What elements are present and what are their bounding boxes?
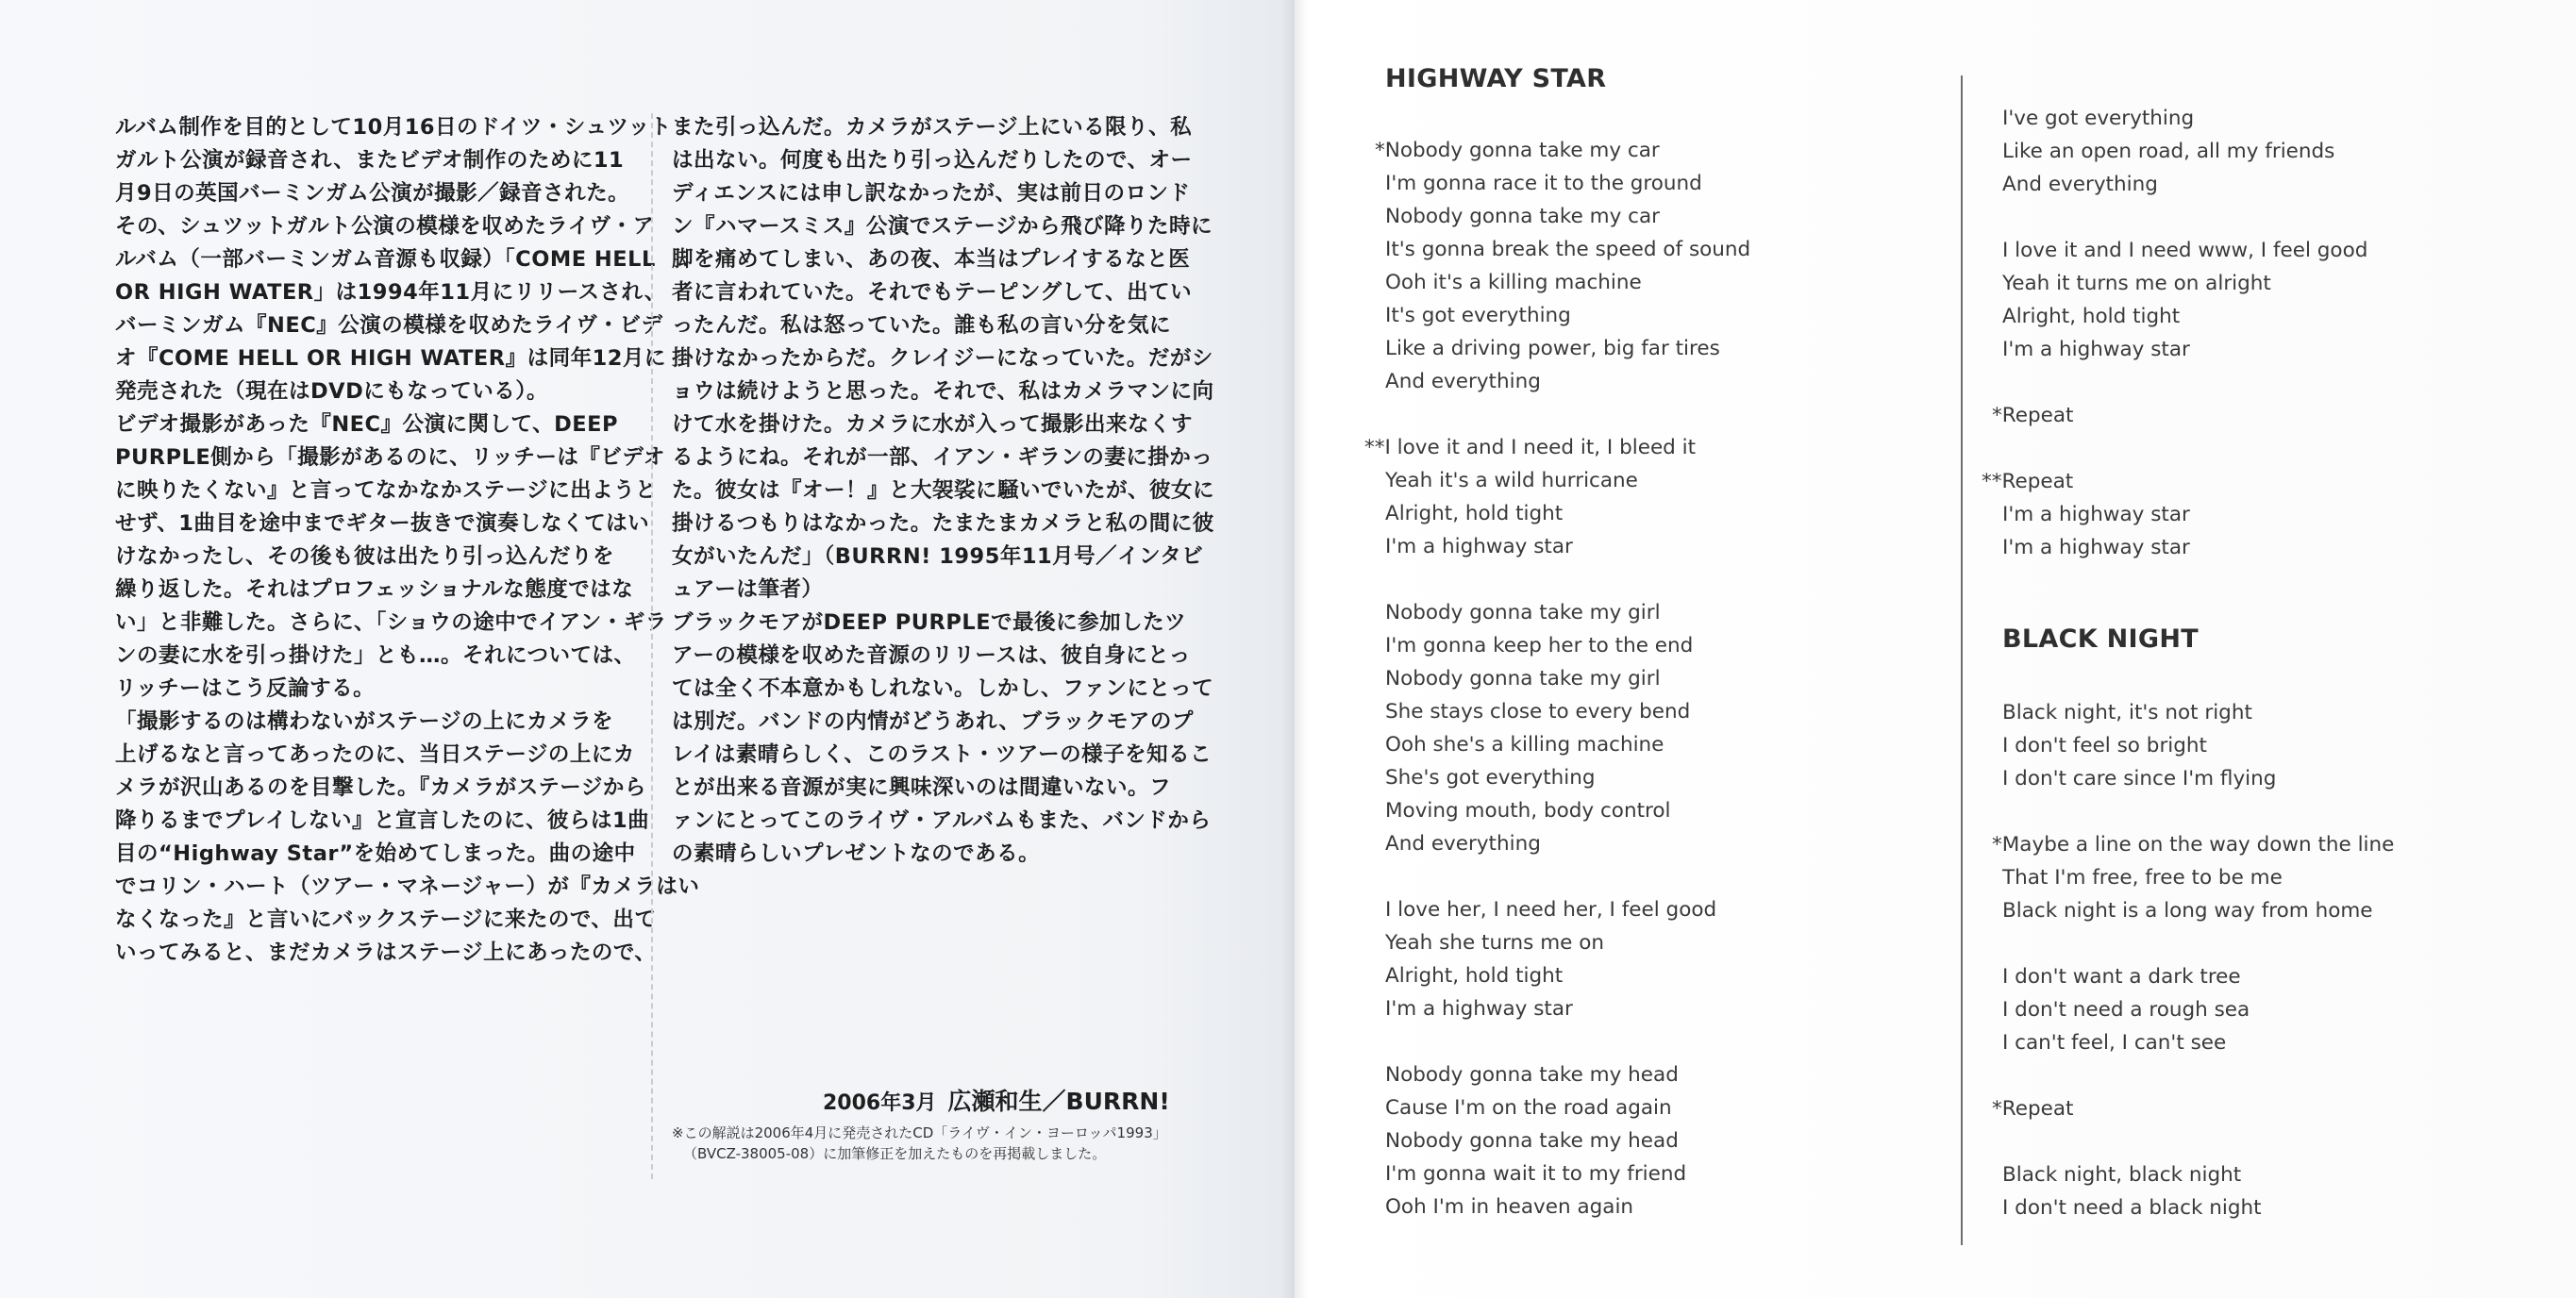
text-line: 掛けるつもりはなかった。たまたまカメラと私の間に彼 (672, 511, 1214, 536)
text-line: とが出来る音源が実に興味深いのは間違いない。フ (672, 775, 1172, 800)
lyric-line: I can't feel, I can't see (2002, 1031, 2227, 1055)
lyric-line: I don't want a dark tree (2002, 965, 2241, 989)
text-line: い」と非難した。さらに、「ショウの途中でイアン・ギラ (115, 610, 667, 635)
text-line: 月9日の英国バーミンガム公演が撮影／録音された。 (115, 181, 630, 206)
stanza-gap (2002, 201, 2367, 234)
lyric-line: I don't need a black night (2002, 1196, 2262, 1220)
lyric-line: I'm a highway star (2002, 338, 2190, 361)
lyric-line: Yeah she turns me on (1385, 931, 1604, 955)
stanza-gap (2002, 795, 2394, 828)
lyric-line: Nobody gonna take my head (1385, 1129, 1679, 1153)
text-line: 降りるまでプレイしない』と宣言したのに、彼らは1曲 (115, 808, 650, 833)
lyric-line: *Maybe a line on the way down the line (1992, 833, 2395, 857)
text-line: は別だ。バンドの内情がどうあれ、ブラックモアのプ (672, 709, 1194, 734)
lyric-line: I'm a highway star (2002, 503, 2190, 526)
text-line: アーの模様を収めた音源のリリースは、彼自身にとっ (672, 643, 1191, 668)
liner-notes-column-2 (672, 111, 1215, 871)
lyric-line: Like an open road, all my friends (2002, 140, 2335, 163)
text-line: 者に言われていた。それでもテーピングして、出てい (672, 280, 1193, 305)
lyric-line: I've got everything (2002, 107, 2195, 130)
text-line: けて水を掛けた。カメラに水が入って撮影出来なくす (672, 412, 1194, 437)
lyrics-black-night (1992, 696, 2395, 1224)
stanza-gap (1385, 860, 1750, 893)
text-line: るようにね。それが一部、イアン・ギランの妻に掛かっ (672, 445, 1213, 470)
lyric-line: **I love it and I need it, I bleed it (1364, 436, 1697, 459)
column-divider (651, 113, 653, 1179)
lyrics-divider (1961, 75, 1963, 1245)
text-line: は出ない。何度も出たり引っ込んだりしたので、オー (672, 148, 1193, 173)
song-title-highway-star: HIGHWAY STAR (1385, 64, 1607, 93)
lyrics-highway-star-part-2 (1982, 102, 2368, 564)
text-line: でコリン・ハート（ツアー・マネージャー）が『カメラはい (115, 874, 700, 899)
text-line: ビデオ撮影があった『NEC』公演に関して、DEEP (115, 412, 618, 437)
lyric-line: Ooh it's a killing machine (1385, 271, 1642, 294)
credit-line (823, 1083, 1170, 1117)
stanza-gap (2002, 366, 2367, 399)
text-line: ン『ハマースミス』公演でステージから飛び降りた時に (672, 214, 1213, 239)
stanza-gap (2002, 1059, 2394, 1092)
text-line: 女がいたんだ」（BURRN! 1995年11月号／インタビ (672, 544, 1204, 569)
text-line: せず、1曲目を途中までギター抜きで演奏しなくてはい (115, 511, 650, 536)
lyric-line: Yeah it's a wild hurricane (1385, 469, 1638, 492)
lyric-line: Nobody gonna take my girl (1385, 601, 1661, 624)
lyric-line: Like a driving power, big far tires (1385, 337, 1720, 360)
stanza-gap (2002, 927, 2394, 960)
text-line: に映りたくない』と言ってなかなかステージに出ようと (115, 478, 658, 503)
lyric-line: She's got everything (1385, 766, 1596, 790)
text-line: 脚を痛めてしまい、あの夜、本当はプレイするなと医 (672, 247, 1191, 272)
text-line: その、シュツットガルト公演の模様を収めたライヴ・ア (115, 214, 655, 239)
lyric-line: I'm a highway star (1385, 997, 1573, 1021)
text-line: た。彼女は『オー！』と大袈裟に騒いでいたが、彼女に (672, 478, 1215, 503)
text-line: ァンにとってこのライヴ・アルバムもまた、バンドから (672, 808, 1212, 833)
lyric-line: And everything (1385, 370, 1541, 393)
lyric-line: And everything (1385, 832, 1541, 856)
text-line: また引っ込んだ。カメラがステージ上にいる限り、私 (672, 115, 1193, 140)
lyric-line: Ooh I'm in heaven again (1385, 1195, 1634, 1219)
text-line: ては全く不本意かもしれない。しかし、ファンにとって (672, 676, 1214, 701)
text-line: OR HIGH WATER」は1994年11月にリリースされ、 (115, 280, 666, 305)
text-line: 上げるなと言ってあったのに、当日ステージの上にカ (115, 742, 635, 767)
lyric-line: I'm gonna keep her to the end (1385, 634, 1694, 657)
lyric-line: Yeah it turns me on alright (2002, 272, 2271, 295)
text-line: リッチーはこう反論する。 (115, 676, 376, 701)
text-line: 繰り返した。それはプロフェッショナルな態度ではな (115, 577, 634, 602)
lyric-line: *Repeat (1992, 1097, 2074, 1121)
credit-author: 広瀬和生／BURRN! (947, 1088, 1170, 1115)
text-line: なくなった』と言いにバックステージに来たので、出て (115, 907, 657, 932)
text-line: ュアーは筆者） (672, 577, 824, 602)
credit-date: 2006年3月 (823, 1091, 937, 1115)
note-line: （BVCZ-38005-08）に加筆修正を加えたものを再掲載しました。 (683, 1145, 1107, 1162)
lyric-line: Black night, it's not right (2002, 701, 2252, 724)
text-line: ルバム制作を目的として10月16日のドイツ・シュツット (115, 115, 672, 140)
text-line: メラが沢山あるのを目撃した。『カメラがステージから (115, 775, 646, 800)
text-line: オ『COME HELL OR HIGH WATER』は同年12月に (115, 346, 666, 371)
lyric-line: Black night is a long way from home (2002, 899, 2373, 923)
stanza-gap (1385, 563, 1750, 596)
lyric-line: Alright, hold tight (2002, 305, 2181, 328)
lyric-line: Nobody gonna take my head (1385, 1063, 1679, 1087)
text-line: バーミンガム『NEC』公演の模様を収めたライヴ・ビデ (115, 313, 663, 338)
text-line: 発売された（現在はDVDにもなっている）。 (115, 379, 549, 404)
lyric-line: *Repeat (1992, 404, 2074, 427)
lyric-line: Black night, black night (2002, 1163, 2242, 1187)
text-line: ンの妻に水を引っ掛けた」とも…。それについては、 (115, 643, 636, 668)
lyric-line: Nobody gonna take my girl (1385, 667, 1661, 691)
text-line: いってみると、まだカメラはステージ上にあったので、 (115, 940, 657, 965)
reprint-note (672, 1123, 1200, 1164)
text-line: ったんだ。私は怒っていた。誰も私の言い分を気に (672, 313, 1172, 338)
lyric-line: Cause I'm on the road again (1385, 1096, 1672, 1120)
lyric-line: She stays close to every bend (1385, 700, 1691, 724)
booklet-fold (1281, 0, 1308, 1298)
lyrics-highway-star-part-1 (1364, 134, 1751, 1223)
text-line: レイは素晴らしく、このラスト・ツアーの様子を知るこ (672, 742, 1213, 767)
text-line: ディエンスには申し訳なかったが、実は前日のロンド (672, 181, 1191, 206)
lyric-line: I don't care since I'm flying (2002, 767, 2277, 790)
note-line: ※この解説は2006年4月に発売されたCD「ライヴ・イン・ヨーロッパ1993」 (672, 1124, 1167, 1141)
lyric-line: I'm gonna wait it to my friend (1385, 1162, 1687, 1186)
lyric-line: It's gonna break the speed of sound (1385, 238, 1751, 261)
text-line: 掛けなかったからだ。クレイジーになっていた。だがシ (672, 346, 1213, 371)
stanza-gap (1385, 398, 1750, 431)
lyric-line: And everything (2002, 173, 2158, 196)
lyric-line: I love her, I need her, I feel good (1385, 898, 1717, 922)
text-line: ガルト公演が録音され、またビデオ制作のために11 (115, 148, 625, 173)
text-line: ョウは続けようと思った。それで、私はカメラマンに向 (672, 379, 1214, 404)
lyric-line: I don't need a rough sea (2002, 998, 2250, 1022)
lyric-line: I'm gonna race it to the ground (1385, 172, 1702, 195)
text-line: 目の“Highway Star”を始めてしまった。曲の途中 (115, 841, 636, 866)
song-title-black-night: BLACK NIGHT (2002, 624, 2199, 654)
lyric-line: I don't feel so bright (2002, 734, 2207, 757)
lyric-line: **Repeat (1982, 470, 2074, 493)
lyric-line: Alright, hold tight (1385, 502, 1564, 525)
lyric-line: I'm a highway star (1385, 535, 1573, 558)
text-line: けなかったし、その後も彼は出たり引っ込んだりを (115, 544, 615, 569)
lyric-line: That I'm free, free to be me (2002, 866, 2283, 890)
lyric-line: Moving mouth, body control (1385, 799, 1671, 823)
stanza-gap (2002, 432, 2367, 465)
stanza-gap (1385, 1025, 1750, 1058)
lyric-line: Alright, hold tight (1385, 964, 1564, 988)
lyric-line: I love it and I need www, I feel good (2002, 239, 2368, 262)
lyric-line: Ooh she's a killing machine (1385, 733, 1664, 757)
lyric-line: *Nobody gonna take my car (1375, 139, 1660, 162)
text-line: ブラックモアがDEEP PURPLEで最後に参加したツ (672, 610, 1187, 635)
text-line: ルバム（一部バーミンガム音源も収録）「COME HELL (115, 247, 656, 272)
lyric-line: It's got everything (1385, 304, 1571, 327)
liner-notes-column-1 (115, 111, 700, 970)
text-line: PURPLE側から「撮影があるのに、リッチーは『ビデオ (115, 445, 665, 470)
stanza-gap (2002, 1125, 2394, 1158)
text-line: 「撮影するのは構わないがステージの上にカメラを (115, 709, 614, 734)
lyric-line: Nobody gonna take my car (1385, 205, 1660, 228)
lyric-line: I'm a highway star (2002, 536, 2190, 559)
text-line: の素晴らしいプレゼントなのである。 (672, 841, 1041, 866)
